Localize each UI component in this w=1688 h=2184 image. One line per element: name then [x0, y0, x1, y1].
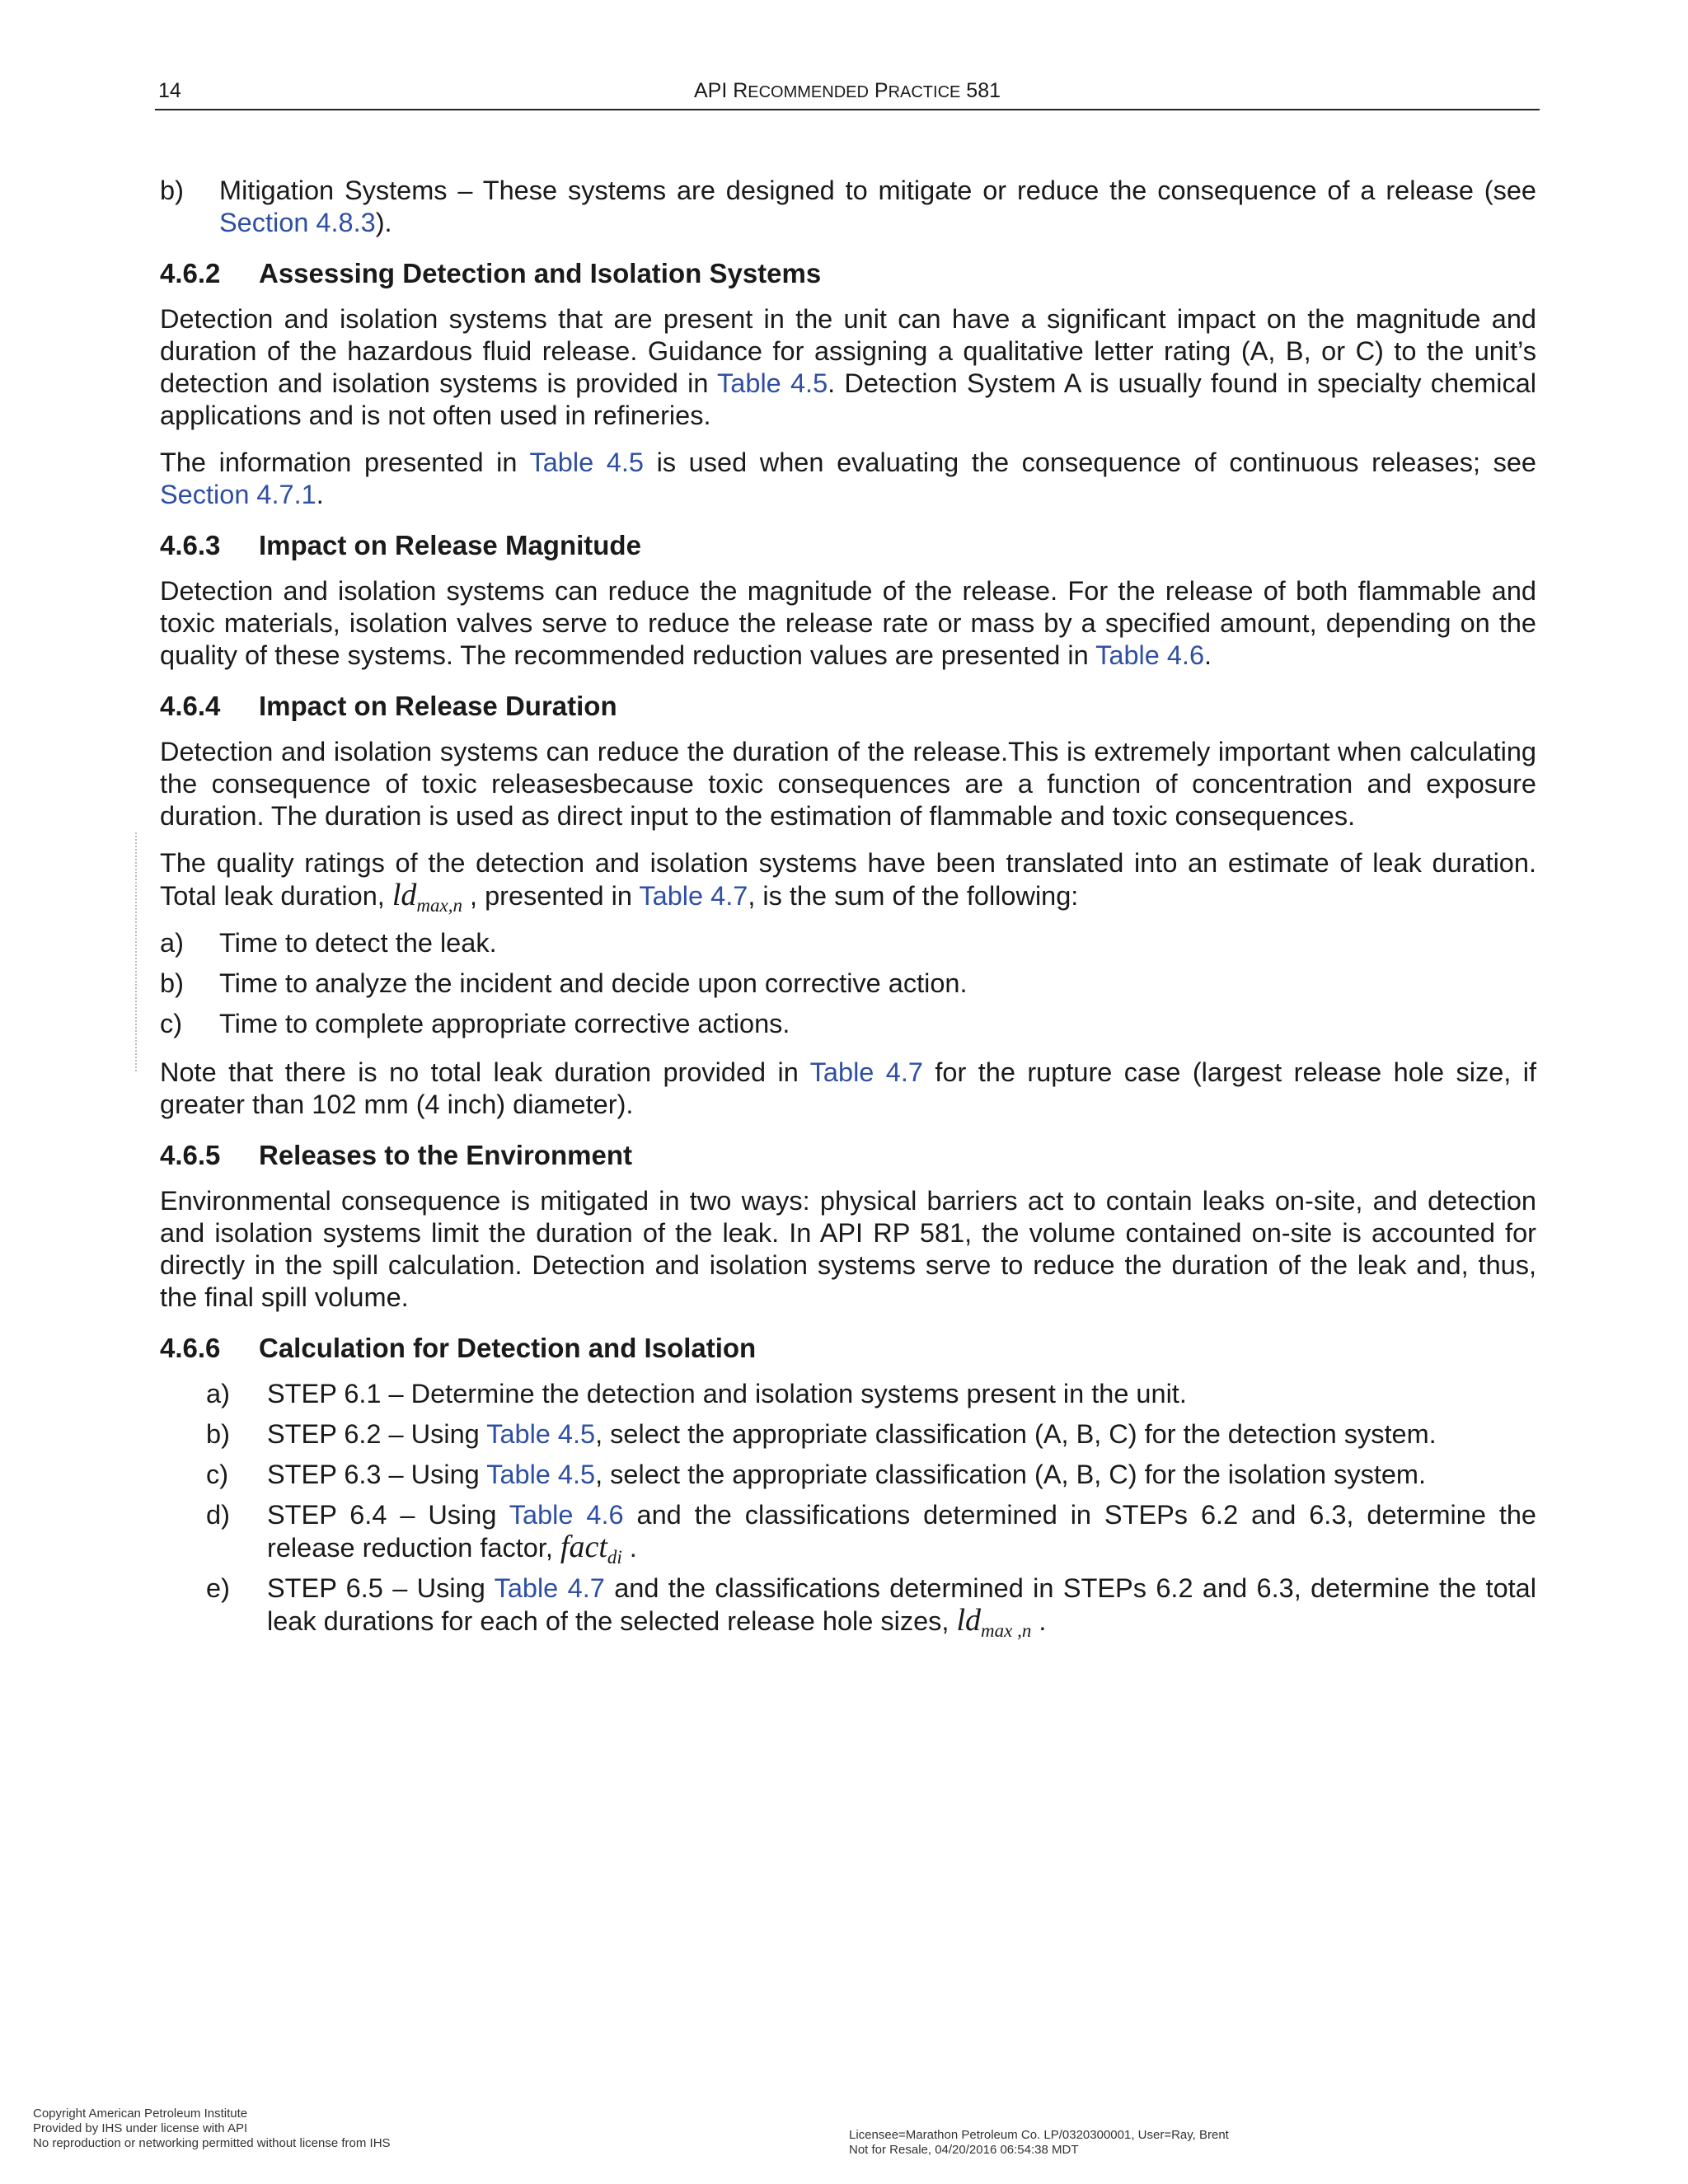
section-heading	[160, 529, 1536, 562]
math-subscript: di	[607, 1547, 622, 1568]
table-link[interactable]: Table 4.7	[809, 1057, 923, 1087]
list-marker: a)	[160, 928, 184, 958]
text: The information presented in	[160, 448, 530, 477]
text: .	[316, 480, 324, 509]
list-item	[160, 1008, 1536, 1040]
text: Note that there is no total leak duration provided in	[160, 1057, 810, 1087]
paragraph	[160, 847, 1536, 916]
list-text: Time to detect the leak.	[219, 928, 497, 958]
table-link[interactable]: Table 4.5	[486, 1419, 596, 1449]
text: .	[1204, 640, 1212, 670]
text: is used when evaluating the consequence of continuous releases; see	[643, 448, 1537, 477]
math-base: fact	[560, 1530, 607, 1564]
step-item	[206, 1499, 1536, 1568]
step-marker: e)	[206, 1573, 230, 1603]
footer-line: Copyright American Petroleum Institute	[33, 2107, 248, 2121]
paragraph	[160, 575, 1536, 672]
title-part: P	[868, 79, 889, 102]
intro-list	[160, 175, 1536, 239]
page-number: 14	[158, 79, 181, 102]
paragraph	[160, 447, 1536, 511]
section-number: 4.6.3	[160, 530, 221, 560]
table-link[interactable]: Table 4.5	[486, 1460, 596, 1489]
section-title: Assessing Detection and Isolation Systems	[259, 258, 822, 288]
step-item	[206, 1418, 1536, 1451]
list-marker: b)	[160, 968, 184, 998]
math-base: ld	[956, 1603, 982, 1638]
list-marker: b)	[160, 176, 184, 205]
footer-line: Licensee=Marathon Petroleum Co. LP/0320300001, User=Ray, Brent	[849, 2128, 1229, 2142]
section-number: 4.6.6	[160, 1333, 221, 1363]
math-subscript: max,n	[416, 895, 462, 916]
step-item	[206, 1572, 1536, 1641]
footer-line: Provided by IHS under license with API	[33, 2121, 248, 2135]
list-text: Time to complete appropriate corrective actions.	[219, 1009, 790, 1038]
section-number: 4.6.2	[160, 258, 221, 288]
footer-license	[849, 2128, 1229, 2158]
page-body	[160, 175, 1536, 1646]
math-ld-max-n	[956, 1603, 1032, 1641]
section-number: 4.6.4	[160, 691, 221, 721]
section-heading	[160, 1332, 1536, 1365]
title-part: RACTICE	[888, 83, 961, 101]
step-text: STEP 6.1 – Determine the detection and isolation systems present in the unit.	[267, 1379, 1187, 1408]
title-part: 581	[960, 79, 1001, 102]
step-marker: b)	[206, 1419, 230, 1449]
section-heading	[160, 1139, 1536, 1172]
math-subscript: max ,n	[981, 1620, 1032, 1641]
title-part: API R	[693, 79, 748, 102]
math-ld-max-n	[392, 878, 462, 916]
footer-line: No reproduction or networking permitted without license from IHS	[33, 2136, 391, 2150]
step-text: , select the appropriate classification (A, B, C) for the detection system.	[595, 1419, 1437, 1449]
step-text: and the classifications determined in STEPs 6.2 and 6.3, determine the total leak durations for each of the selected release hole sizes,	[267, 1573, 1536, 1636]
step-text: .	[621, 1533, 637, 1563]
duration-list	[160, 927, 1536, 1040]
section-title: Impact on Release Duration	[259, 691, 617, 721]
title-part: ECOMMENDED	[748, 83, 869, 101]
text: , presented in	[462, 881, 640, 911]
table-link[interactable]: Table 4.7	[639, 881, 748, 911]
math-base: ld	[392, 878, 417, 912]
step-marker: a)	[206, 1379, 230, 1408]
step-item	[206, 1378, 1536, 1410]
paragraph	[160, 303, 1536, 432]
step-text: STEP 6.2 – Using	[267, 1419, 487, 1449]
running-title	[155, 79, 1540, 103]
text: The quality ratings of the detection and isolation systems have been translated into an estimate of leak duration. Total leak duration,	[160, 848, 1536, 911]
section-title: Releases to the Environment	[259, 1140, 632, 1170]
paragraph: Environmental consequence is mitigated in two ways: physical barriers act to contain leaks on-site, and detection and isolation systems limit the duration of the leak. In API RP 581, the volume contained on-site is accounted for directly in the spill calculation. Detection and isolation systems serve to reduce the duration of the leak and, thus, the final spill volume.	[160, 1186, 1536, 1312]
text: Detection and isolation systems that are present in the unit can have a significant impact on the magnitude and duration of the hazardous fluid release. Guidance for assigning a qualitative letter rating (A, B, or C) to the unit’s detection and isolation systems is provided in	[160, 304, 1536, 398]
step-item	[206, 1459, 1536, 1491]
step-text: STEP 6.3 – Using	[267, 1460, 487, 1489]
step-text: STEP 6.5 – Using	[267, 1573, 495, 1603]
table-link[interactable]: Table 4.6	[509, 1500, 624, 1530]
table-link[interactable]: Table 4.5	[717, 368, 828, 398]
step-marker: c)	[206, 1460, 229, 1489]
section-heading	[160, 257, 1536, 290]
section-heading	[160, 690, 1536, 723]
step-text: STEP 6.4 – Using	[267, 1500, 509, 1530]
table-link[interactable]: Table 4.7	[494, 1573, 605, 1603]
section-link[interactable]: Section 4.7.1	[160, 480, 316, 509]
list-item	[160, 968, 1536, 1000]
step-text: .	[1031, 1606, 1047, 1636]
section-number: 4.6.5	[160, 1140, 221, 1170]
section-title: Impact on Release Magnitude	[259, 530, 641, 560]
paragraph	[160, 1057, 1536, 1121]
step-text: , select the appropriate classification (A, B, C) for the isolation system.	[595, 1460, 1427, 1489]
list-item	[160, 927, 1536, 959]
list-text: ).	[375, 208, 392, 237]
text: , is the sum of the following:	[748, 881, 1079, 911]
text: for the rupture case (largest release hole size, if greater than 102 mm (4 inch) diameter).	[160, 1057, 1537, 1119]
math-fact-di	[560, 1530, 622, 1568]
section-link[interactable]: Section 4.8.3	[219, 208, 376, 237]
section-title: Calculation for Detection and Isolation	[259, 1333, 757, 1363]
list-text: Mitigation Systems – These systems are designed to mitigate or reduce the consequence of a release (see	[219, 176, 1536, 205]
page-header	[155, 76, 1540, 110]
text: . Detection System A is usually found in specialty chemical applications and is not often used in refineries.	[160, 368, 1536, 430]
margin-mark	[135, 832, 139, 1071]
list-item	[160, 175, 1536, 239]
paragraph: Detection and isolation systems can reduce the duration of the release.This is extremely important when calculating the consequence of toxic releasesbecause toxic consequences are a function of concentration and exposure duration. The duration is used as direct input to the estimation of flammable and toxic consequences.	[160, 737, 1536, 831]
list-text: Time to analyze the incident and decide upon corrective action.	[219, 968, 968, 998]
table-link[interactable]: Table 4.6	[1095, 640, 1205, 670]
step-list	[206, 1378, 1536, 1641]
step-text: and the classifications determined in STEPs 6.2 and 6.3, determine the release reduction factor,	[267, 1500, 1536, 1563]
table-link[interactable]: Table 4.5	[529, 448, 644, 477]
text: Detection and isolation systems can reduce the magnitude of the release. For the release of both flammable and toxic materials, isolation valves serve to reduce the release rate or mass by a specified amount, depending on the quality of these systems. The recommended reduction values are presented in	[160, 576, 1536, 670]
footer-copyright	[33, 2107, 391, 2151]
footer-line: Not for Resale, 04/20/2016 06:54:38 MDT	[849, 2143, 1079, 2157]
step-marker: d)	[206, 1500, 230, 1530]
list-marker: c)	[160, 1009, 183, 1038]
